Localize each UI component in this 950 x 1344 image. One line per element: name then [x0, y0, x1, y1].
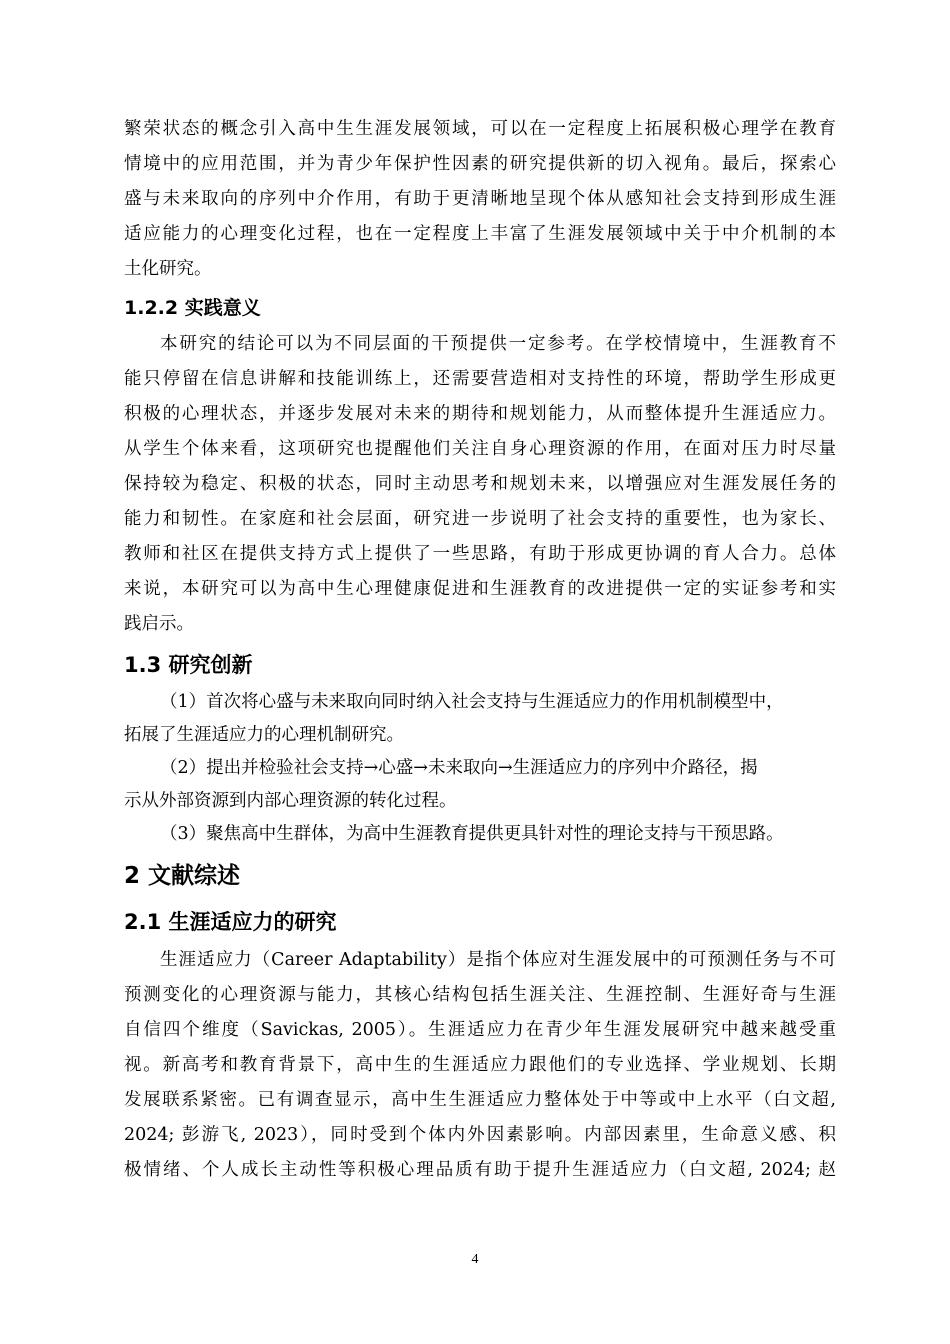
- text-line: 从学生个体来看，这项研究也提醒他们关注自身心理资源的作用，在面对压力时尽量: [124, 439, 836, 459]
- text-line: （3）聚焦高中生群体，为高中生涯教育提供更具针对性的理论支持与干预思路。: [160, 824, 784, 844]
- text-line: （2）提出并检验社会支持→心盛→未来取向→生涯适应力的序列中介路径，揭: [160, 758, 758, 778]
- innovation-list: [124, 686, 836, 851]
- text-line: 践启示。: [124, 614, 194, 634]
- text-line: 示从外部资源到内部心理资源的转化过程。: [124, 791, 457, 811]
- text-line: 发展联系紧密。已有调查显示，高中生生涯适应力整体处于中等或中上水平（白文超,: [124, 1090, 836, 1110]
- practice-paragraph: [124, 327, 836, 642]
- section-heading-1-2-2: 1.2.2 实践意义: [124, 297, 261, 319]
- text-line: 视。新高考和教育背景下，高中生的生涯适应力跟他们的专业选择、学业规划、长期: [124, 1055, 836, 1075]
- section-heading-2-1: 2.1 生涯适应力的研究: [124, 910, 337, 934]
- text-line: 预测变化的心理资源与能力，其核心结构包括生涯关注、生涯控制、生涯好奇与生涯: [124, 985, 836, 1005]
- text-line: 生涯适应力（Career Adaptability）是指个体应对生涯发展中的可预测任务与不可: [160, 950, 836, 970]
- text-line: 能力和韧性。在家庭和社会层面，研究进一步说明了社会支持的重要性，也为家长、: [124, 509, 836, 529]
- text-line: 繁荣状态的概念引入高中生生涯发展领域，可以在一定程度上拓展积极心理学在教育: [124, 119, 836, 139]
- text-line: 保持较为稳定、积极的状态，同时主动思考和规划未来，以增强应对生涯发展任务的: [124, 474, 836, 494]
- section-heading-1-3: 1.3 研究创新: [124, 653, 253, 677]
- list-item: [124, 686, 836, 752]
- text-line: 积极的心理状态，并逐步发展对未来的期待和规划能力，从而整体提升生涯适应力。: [124, 404, 836, 424]
- text-line: 本研究的结论可以为不同层面的干预提供一定参考。在学校情境中，生涯教育不: [160, 334, 836, 354]
- page-content: [124, 112, 836, 1188]
- text-line: （1）首次将心盛与未来取向同时纳入社会支持与生涯适应力的作用机制模型中，: [160, 692, 784, 712]
- text-line: 盛与未来取向的序列中介作用，有助于更清晰地呈现个体从感知社会支持到形成生涯: [124, 189, 836, 209]
- text-line: 极情绪、个人成长主动性等积极心理品质有助于提升生涯适应力（白文超, 2024; 赵: [124, 1160, 836, 1180]
- text-line: 适应能力的心理变化过程，也在一定程度上丰富了生涯发展领域中关于中介机制的本: [124, 224, 836, 244]
- adaptability-paragraph: [124, 943, 836, 1188]
- text-line: 自信四个维度（Savickas, 2005）。生涯适应力在青少年生涯发展研究中越来越受重: [124, 1020, 836, 1040]
- page-number: 4: [471, 1252, 479, 1267]
- text-line: 拓展了生涯适应力的心理机制研究。: [124, 725, 404, 745]
- chapter-heading-2: 2 文献综述: [124, 863, 241, 889]
- text-line: 能只停留在信息讲解和技能训练上，还需要营造相对支持性的环境，帮助学生形成更: [124, 369, 836, 389]
- text-line: 来说，本研究可以为高中生心理健康促进和生涯教育的改进提供一定的实证参考和实: [124, 579, 836, 599]
- text-line: 教师和社区在提供支持方式上提供了一些思路，有助于形成更协调的育人合力。总体: [124, 544, 836, 564]
- list-item: [124, 818, 836, 851]
- text-line: 情境中的应用范围，并为青少年保护性因素的研究提供新的切入视角。最后，探索心: [124, 154, 836, 174]
- list-item: [124, 752, 836, 818]
- text-line: 2024; 彭游飞, 2023），同时受到个体内外因素影响。内部因素里，生命意义感、积: [124, 1125, 836, 1145]
- text-line: 土化研究。: [124, 259, 212, 279]
- intro-paragraph: [124, 112, 836, 287]
